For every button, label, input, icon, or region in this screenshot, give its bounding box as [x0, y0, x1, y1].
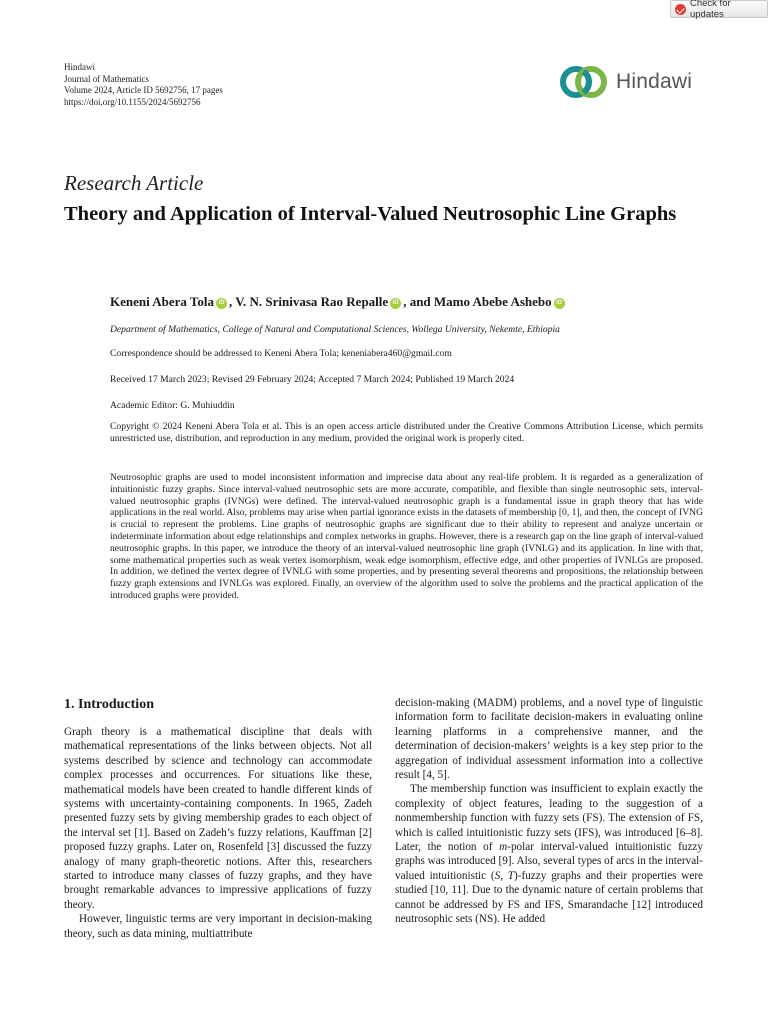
abstract: Neutrosophic graphs are used to model inconsistent information and imprecise data about any real-life problem. It is regarded as a generalization of intuitionistic fuzzy graphs. Since interval-valued neutrosophic sets are more accurate, compatible, and flexible than single neutrosophic sets, interval-valued neutrosophic graphs (IVNGs) were defined. The interval-valued neutrosophic graph is a fundamental issue in graph theory that has wide applications in the real world. Also, problems may arise when partial ignorance exists in the datasets of membership [0, 1], and then, the concept of IVNG is crucial to represent the problems. Line graphs of neutrosophic graphs are significant due to their ability to represent and analyze uncertain or indeterminate information about edge relationships and complex networks in graphs. However, there is a research gap on the line graph of interval-valued neutrosophic graphs. In this paper, we introduce the theory of an interval-valued neutrosophic line graph (IVNLG) and its application. In line with that, some mathematical properties such as weak vertex isomorphism, weak edge isomorphism, effective edge, and other properties of IVNLGs are proposed. In addition, we defined the vertex degree of IVNLG with some properties, and by presenting several theorems and propositions, the relationship between fuzzy graph extensions and IVNLGs was explored. Finally, an overview of the algorithm used to solve the problems and the practical application of the introduced graphs were provided.	[110, 472, 703, 601]
orcid-icon[interactable]: iD	[554, 298, 565, 309]
text-run: The membership function was insufficient to explain exactly the complexity of object features, leading to the suggestion of a nonmembership function with fuzzy sets (FS). The extension of FS, which is called intuitionistic fuzzy sets (IFS), was introduced [6–8]. Later, the notion of	[395, 783, 703, 854]
orcid-icon[interactable]: iD	[216, 298, 227, 309]
text-run-italic: m	[499, 841, 508, 854]
article-type: Research Article	[64, 171, 204, 195]
paragraph: However, linguistic terms are very important in decision-making theory, such as data mining, multiattribute	[64, 913, 372, 940]
article-title: Theory and Application of Interval-Valued Neutrosophic Line Graphs	[64, 203, 677, 225]
text-run-italic: S	[494, 869, 501, 882]
body-column-right	[395, 696, 703, 927]
orcid-icon[interactable]: iD	[390, 298, 401, 309]
text-run: -polar interval-valued intuitionistic fuzzy graphs was introduced [9]. Also, several types of arcs in the interval-valued intuitionistic (	[395, 841, 703, 882]
hindawi-logo-icon	[558, 64, 610, 100]
text-run: ,	[500, 869, 508, 882]
author-2: , V. N. Srinivasa Rao Repalle	[229, 294, 389, 309]
journal-meta	[64, 62, 223, 108]
academic-editor: Academic Editor: G. Muhiuddin	[110, 400, 235, 411]
author-list	[110, 294, 567, 310]
publisher-name: Hindawi	[64, 62, 95, 72]
check-for-updates-button[interactable]	[670, 0, 768, 18]
author-1: Keneni Abera Tola	[110, 294, 215, 309]
body-column-left	[64, 725, 372, 941]
check-for-updates-label: Check for updates	[689, 0, 731, 20]
volume-info: Volume 2024, Article ID 5692756, 17 pages	[64, 85, 223, 95]
affiliation: Department of Mathematics, College of Natural and Computational Sciences, Wollega University, Nekemte, Ethiopia	[110, 324, 560, 335]
doi-link[interactable]: https://doi.org/10.1155/2024/5692756	[64, 96, 201, 107]
correspondence: Correspondence should be addressed to Keneni Abera Tola; keneniabera460@gmail.com	[110, 348, 452, 359]
paragraph: decision-making (MADM) problems, and a novel type of linguistic information form to facilitate decision-makers in evaluating online learning platforms in a comprehensive manner, and the determination of decision-makers’ weights is a key step prior to the aggregation of individual assessment information into a collective result [4, 5].	[395, 697, 703, 782]
text-run: )-fuzzy graphs and their properties were studied [10, 11]. Due to the dynamic nature of certain problems that cannot be addressed by FS and IFS, Smarandache [12] introduced neutrosophic sets (NS). He added	[395, 869, 704, 926]
text-run-italic: T	[507, 869, 515, 882]
publication-dates: Received 17 March 2023; Revised 29 February 2024; Accepted 7 March 2024; Published 19 March 2024	[110, 374, 515, 385]
journal-name: Journal of Mathematics	[64, 73, 149, 84]
author-3: , and Mamo Abebe Ashebo	[403, 294, 552, 309]
paragraph: Graph theory is a mathematical discipline that deals with mathematical representations of the links between objects. Not all systems described by science and technology can accommodate complex processes and occurrences. For situations like these, mathematical models have been created to handle different kinds of systems with uncertainty-containing components. In 1965, Zadeh presented fuzzy sets by giving membership grades to each object of the interval set [1]. Based on Zadeh’s fuzzy relations, Kauffman [2] proposed fuzzy graphs. Later on, Rosenfeld [3] discussed the fuzzy analogy of many graph-theoretic notions. After this, researchers started to introduce many classes of fuzzy graphs, and they have brought remarkable advances to impressive applications of fuzzy theory.	[64, 726, 372, 911]
hindawi-logo	[558, 62, 708, 102]
hindawi-logo-text: Hindawi	[616, 70, 693, 93]
paragraph	[395, 782, 703, 926]
check-for-updates-icon	[675, 4, 686, 15]
copyright-notice: Copyright © 2024 Keneni Abera Tola et al. This is an open access article distributed under the Creative Commons Attribution License, which permits unrestricted use, distribution, and reproduction in any medium, provided the original work is properly cited.	[110, 421, 703, 445]
section-heading: 1. Introduction	[64, 697, 154, 712]
